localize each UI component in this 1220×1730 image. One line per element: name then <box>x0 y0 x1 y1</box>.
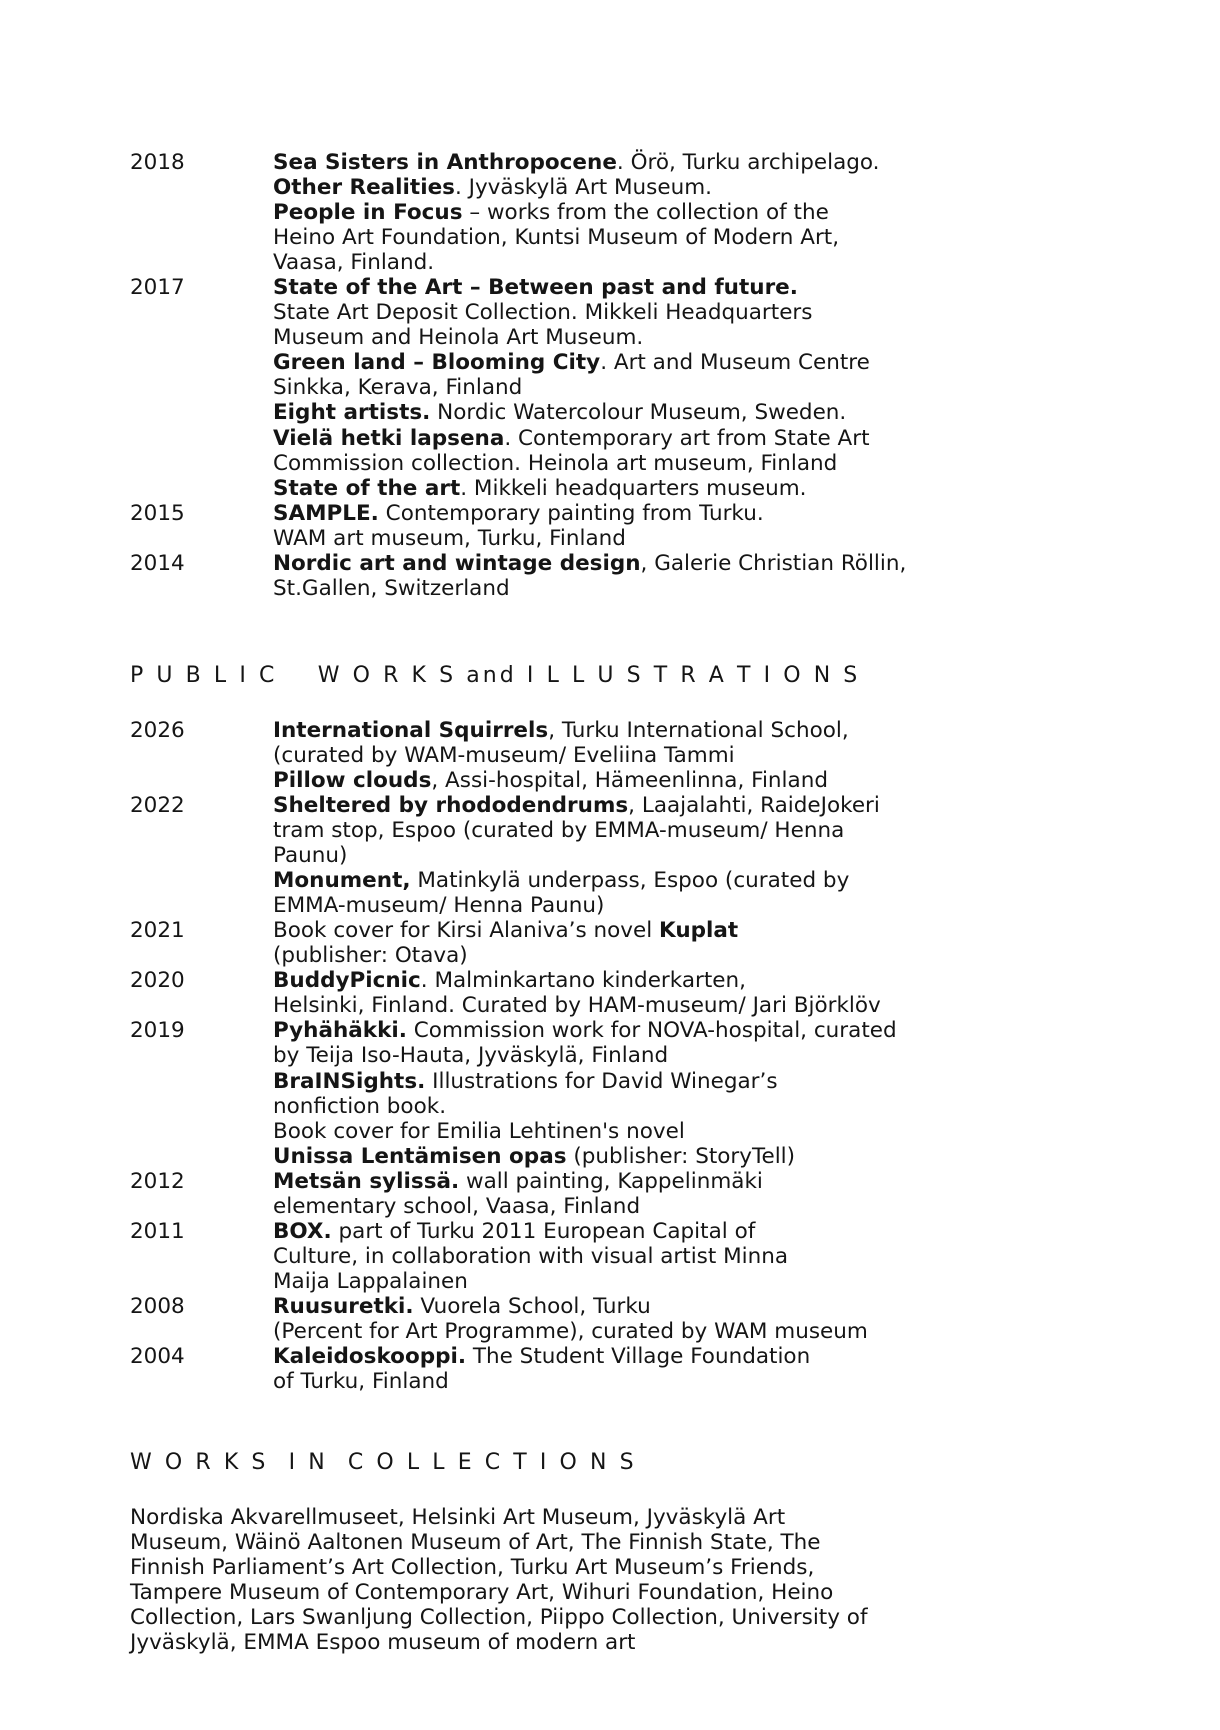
entry-detail: Vaasa, Finland. <box>273 250 435 276</box>
entry-detail: wall painting, Kappelinmäki <box>459 1168 763 1194</box>
entry-detail: nonfiction book. <box>273 1093 447 1119</box>
entry-title: State of the Art – Between past and future. <box>273 275 798 301</box>
entry-detail: Illustrations for David Winegar’s <box>425 1068 778 1094</box>
cv-entry <box>130 1169 1090 1219</box>
entry-line <box>273 1018 1053 1043</box>
entry-detail: (publisher: Otava) <box>273 943 468 969</box>
entry-line <box>273 1069 1053 1094</box>
entry-detail: Book cover for Emilia Lehtinen's novel <box>273 1118 685 1144</box>
cv-entry <box>130 1018 1090 1168</box>
entry-year: 2004 <box>130 1344 185 1370</box>
entry-line <box>273 1294 1053 1319</box>
collections-line: Finnish Parliament’s Art Collection, Turku Art Museum’s Friends, <box>130 1555 815 1581</box>
entry-line <box>273 526 1053 551</box>
entry-line <box>273 1244 1053 1269</box>
collections-line: Collection, Lars Swanljung Collection, Piippo Collection, University of <box>130 1605 868 1631</box>
entry-line <box>273 250 1053 275</box>
entry-body <box>273 150 1053 275</box>
entry-detail: tram stop, Espoo (curated by EMMA-museum/ Henna <box>273 818 845 844</box>
entry-detail: WAM art museum, Turku, Finland <box>273 525 626 551</box>
entry-line <box>273 793 1053 818</box>
entry-title: Monument, <box>273 868 411 894</box>
collections-line: Jyväskylä, EMMA Espoo museum of modern art <box>130 1630 636 1656</box>
entry-detail: St.Gallen, Switzerland <box>273 575 510 601</box>
entry-year: 2026 <box>130 717 185 743</box>
cv-entry <box>130 718 1090 793</box>
entry-year: 2019 <box>130 1018 185 1044</box>
entry-title: Nordic art and wintage design <box>273 550 641 576</box>
spacer <box>130 1475 1090 1505</box>
entry-title: Sheltered by rhododendrums <box>273 792 629 818</box>
entry-title: Unissa Lentämisen opas <box>273 1143 567 1169</box>
cv-entry <box>130 150 1090 275</box>
section-heading-collections: W O R K S I N C O L L E C T I O N S <box>130 1450 637 1476</box>
entry-detail: . Contemporary art from State Art <box>504 425 870 451</box>
entry-detail: Paunu) <box>273 843 348 869</box>
entry-line <box>273 350 1053 375</box>
entry-line <box>273 968 1053 993</box>
entry-body <box>273 793 1053 918</box>
entry-title: BraINSights. <box>273 1068 426 1094</box>
cv-entry <box>130 1219 1090 1294</box>
entry-detail: (Percent for Art Programme), curated by WAM museum <box>273 1318 868 1344</box>
entry-detail: Sinkka, Kerava, Finland <box>273 375 523 401</box>
entry-line <box>273 1219 1053 1244</box>
spacer <box>130 1394 1090 1450</box>
entry-line <box>273 1119 1053 1144</box>
entry-year: 2011 <box>130 1218 185 1244</box>
entry-detail: . Jyväskylä Art Museum. <box>454 175 712 201</box>
entry-line <box>273 576 1053 601</box>
entry-body <box>273 1294 1053 1344</box>
entry-title: International Squirrels <box>273 717 549 743</box>
entry-line <box>273 551 1053 576</box>
exhibitions-list <box>130 150 1090 601</box>
entry-detail: Commission collection. Heinola art museum, Finland <box>273 450 838 476</box>
spacer <box>130 688 1090 718</box>
entry-line <box>273 1269 1053 1294</box>
entry-detail: Nordic Watercolour Museum, Sweden. <box>430 400 847 426</box>
entry-title: Sea Sisters in Anthropocene <box>273 150 617 175</box>
entry-title: Metsän sylissä. <box>273 1168 460 1194</box>
cv-entry <box>130 918 1090 968</box>
entry-detail: , Galerie Christian Röllin, <box>640 550 907 576</box>
entry-line <box>273 1194 1053 1219</box>
entry-detail: (curated by WAM-museum/ Eveliina Tammi <box>273 742 735 768</box>
entry-title: Pyhähäkki. <box>273 1018 407 1044</box>
entry-line <box>273 200 1053 225</box>
entry-year: 2018 <box>130 150 185 175</box>
spacer <box>130 601 1090 663</box>
entry-year: 2020 <box>130 968 185 994</box>
entry-line <box>273 993 1053 1018</box>
entry-year: 2021 <box>130 918 185 944</box>
entry-body <box>273 1219 1053 1294</box>
entry-detail: Heino Art Foundation, Kuntsi Museum of Modern Art, <box>273 225 840 251</box>
collections-paragraph <box>130 1505 920 1655</box>
entry-body <box>273 1169 1053 1219</box>
entry-detail: Book cover for Kirsi Alaniva’s novel <box>273 918 660 944</box>
entry-detail: of Turku, Finland <box>273 1369 449 1395</box>
entry-title: Kaleidoskooppi. <box>273 1344 467 1370</box>
entry-line <box>273 300 1053 325</box>
entry-detail: . Örö, Turku archipelago. <box>616 150 880 175</box>
entry-line <box>273 743 1053 768</box>
entry-line <box>273 426 1053 451</box>
entry-line <box>273 1043 1053 1068</box>
entry-detail: Maija Lappalainen <box>273 1268 468 1294</box>
entry-detail: Helsinki, Finland. Curated by HAM-museum/ Jari Björklöv <box>273 993 881 1019</box>
entry-line <box>273 1144 1053 1169</box>
entry-line <box>273 225 1053 250</box>
cv-entry <box>130 1294 1090 1344</box>
entry-title: State of the art <box>273 475 461 501</box>
entry-detail: . Malminkartano kinderkarten, <box>420 968 746 994</box>
entry-body <box>273 918 1053 968</box>
cv-entry <box>130 551 1090 601</box>
entry-line <box>273 1319 1053 1344</box>
public-works-list <box>130 718 1090 1394</box>
entry-title: Kuplat <box>659 918 739 944</box>
entry-year: 2014 <box>130 550 185 576</box>
entry-body <box>273 1344 1053 1394</box>
cv-entry <box>130 968 1090 1018</box>
cv-entry <box>130 1344 1090 1394</box>
entry-line <box>273 1169 1053 1194</box>
entry-detail: Contemporary painting from Turku. <box>378 500 764 526</box>
entry-line <box>273 476 1053 501</box>
collections-line: Museum, Wäinö Aaltonen Museum of Art, The Finnish State, The <box>130 1530 821 1556</box>
entry-line <box>273 400 1053 425</box>
cv-entry <box>130 275 1090 500</box>
entry-title: Green land – Blooming City <box>273 350 601 376</box>
entry-line <box>273 868 1053 893</box>
entry-detail: , Assi-hospital, Hämeenlinna, Finland <box>431 767 828 793</box>
entry-detail: Museum and Heinola Art Museum. <box>273 325 644 351</box>
entry-detail: , Turku International School, <box>548 717 849 743</box>
entry-line <box>273 768 1053 793</box>
entry-detail: Culture, in collaboration with visual artist Minna <box>273 1243 789 1269</box>
entry-line <box>273 451 1053 476</box>
entry-year: 2012 <box>130 1168 185 1194</box>
entry-detail: by Teija Iso-Hauta, Jyväskylä, Finland <box>273 1043 669 1069</box>
entry-title: People in Focus <box>273 200 463 226</box>
cv-entry <box>130 793 1090 918</box>
collections-line: Nordiska Akvarellmuseet, Helsinki Art Museum, Jyväskylä Art <box>130 1505 786 1531</box>
collections-line: Tampere Museum of Contemporary Art, Wihuri Foundation, Heino <box>130 1580 834 1606</box>
entry-body <box>273 275 1053 500</box>
entry-line <box>273 501 1053 526</box>
entry-body <box>273 1018 1053 1168</box>
entry-line <box>273 918 1053 943</box>
entry-line <box>273 718 1053 743</box>
entry-line <box>273 1344 1053 1369</box>
entry-detail: , Laajalahti, RaideJokeri <box>628 792 880 818</box>
entry-line <box>273 943 1053 968</box>
entry-detail: Vuorela School, Turku <box>413 1293 651 1319</box>
entry-body <box>273 551 1053 601</box>
entry-title: Vielä hetki lapsena <box>273 425 505 451</box>
entry-body <box>273 968 1053 1018</box>
entry-line <box>273 843 1053 868</box>
entry-detail: – works from the collection of the <box>462 200 829 226</box>
entry-line <box>273 818 1053 843</box>
entry-body <box>273 718 1053 793</box>
entry-title: BuddyPicnic <box>273 968 421 994</box>
entry-year: 2008 <box>130 1293 185 1319</box>
entry-title: Pillow clouds <box>273 767 432 793</box>
cv-entry <box>130 501 1090 551</box>
entry-year: 2015 <box>130 500 185 526</box>
entry-body <box>273 501 1053 551</box>
entry-line <box>273 1369 1053 1394</box>
entry-detail: part of Turku 2011 European Capital of <box>331 1218 756 1244</box>
entry-line <box>273 175 1053 200</box>
entry-detail: EMMA-museum/ Henna Paunu) <box>273 893 605 919</box>
entry-detail: Commission work for NOVA-hospital, curated <box>406 1018 897 1044</box>
entry-detail: . Art and Museum Centre <box>600 350 870 376</box>
entry-line <box>273 375 1053 400</box>
entry-line <box>273 893 1053 918</box>
entry-title: Eight artists. <box>273 400 431 426</box>
entry-detail: elementary school, Vaasa, Finland <box>273 1193 641 1219</box>
entry-line <box>273 150 1053 175</box>
entry-title: Other Realities <box>273 175 455 201</box>
entry-year: 2022 <box>130 792 185 818</box>
entry-line <box>273 325 1053 350</box>
entry-detail: State Art Deposit Collection. Mikkeli Headquarters <box>273 300 813 326</box>
entry-detail: Matinkylä underpass, Espoo (curated by <box>410 868 850 894</box>
entry-year: 2017 <box>130 275 185 301</box>
entry-line <box>273 275 1053 300</box>
entry-detail: . Mikkeli headquarters museum. <box>460 475 807 501</box>
entry-detail: (publisher: StoryTell) <box>566 1143 796 1169</box>
entry-title: Ruusuretki. <box>273 1293 414 1319</box>
entry-detail: The Student Village Foundation <box>466 1344 811 1370</box>
entry-title: BOX. <box>273 1218 332 1244</box>
section-heading-public-works: P U B L I C W O R K S and I L L U S T R A T I O N S <box>130 662 861 688</box>
entry-line <box>273 1094 1053 1119</box>
entry-title: SAMPLE. <box>273 500 379 526</box>
